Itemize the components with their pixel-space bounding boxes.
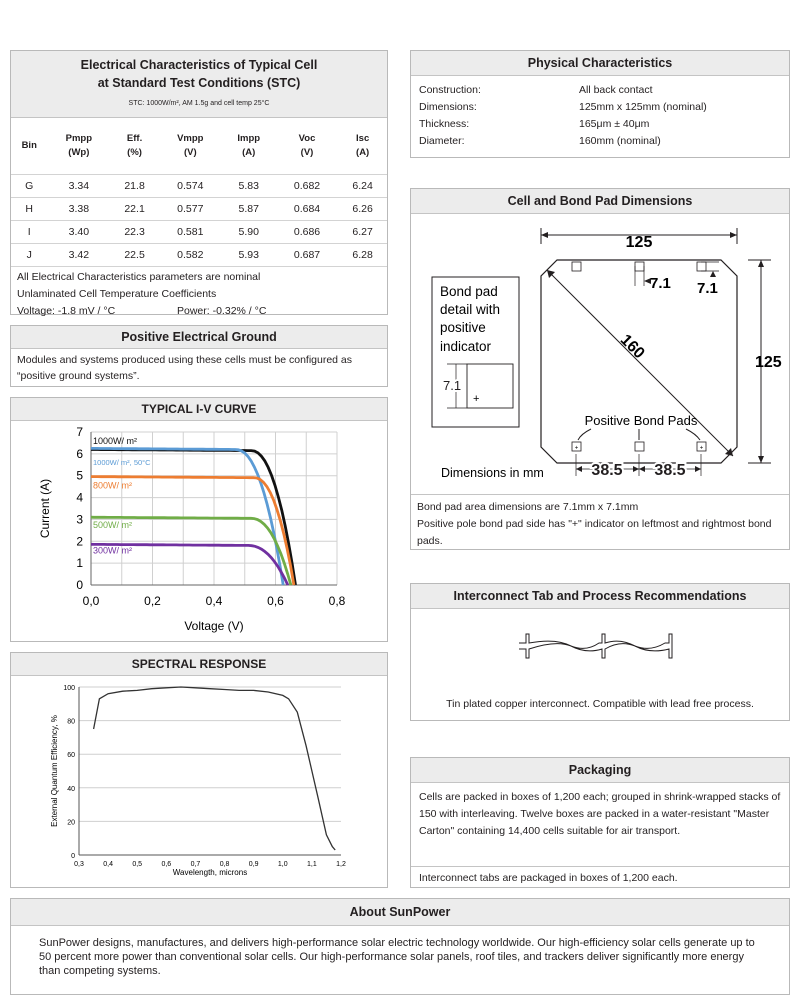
arrow-to-right-pad	[686, 429, 700, 440]
bondpad-note2: Positive pole bond pad side has "+" indicator on leftmost and rightmost bond pads.	[417, 518, 772, 547]
stc-header-unit: (A)	[356, 146, 370, 158]
physical-label: Thickness:	[419, 118, 470, 130]
stc-header-unit: (A)	[242, 146, 256, 158]
stc-subtitle: STC: 1000W/m², AM 1.5g and cell temp 25°C	[128, 100, 270, 107]
table-cell: 3.40	[47, 220, 110, 243]
stc-coef-row	[17, 303, 381, 320]
iv-x-label: Voltage (V)	[184, 619, 244, 633]
sr-y-tick: 20	[67, 819, 75, 827]
voltage-coefficient: Voltage: -1.8 mV / °C	[17, 304, 116, 317]
table-cell: 6.27	[338, 220, 387, 243]
table-cell: 0.684	[276, 197, 339, 220]
dim-right-label: 125	[755, 354, 782, 371]
dim-bottom1-label: 38.5	[591, 462, 623, 479]
dim-diagonal-label: 160	[616, 331, 648, 363]
stc-header-name: Voc	[298, 132, 316, 144]
stc-header-unit: (Wp)	[68, 146, 90, 158]
iv-series-label: 1000W/ m²	[93, 436, 138, 447]
table-cell: H	[11, 197, 47, 220]
sr-y-tick: 0	[71, 853, 75, 860]
spectral-panel	[10, 652, 388, 888]
sr-x-tick: 1,0	[277, 861, 288, 868]
iv-x-tick: 0,0	[82, 594, 100, 608]
table-cell: 0.581	[159, 220, 222, 243]
table-cell: J	[11, 243, 47, 266]
physical-row	[419, 116, 781, 133]
iv-x-tick: 0,2	[144, 594, 161, 608]
stc-header-cell	[338, 118, 387, 174]
stc-panel	[10, 50, 388, 315]
sr-x-tick: 0,6	[161, 861, 172, 868]
table-cell: 3.38	[47, 197, 110, 220]
stc-header-cell	[11, 118, 47, 174]
table-cell: 0.686	[276, 220, 339, 243]
detail-plus: +	[473, 393, 480, 405]
stc-header-cell	[222, 118, 276, 174]
table-cell: G	[11, 174, 47, 197]
ground-title: Positive Electrical Ground	[11, 326, 387, 349]
physical-row	[419, 133, 781, 150]
stc-header-cell	[159, 118, 222, 174]
table-cell: 3.42	[47, 243, 110, 266]
table-cell: 22.1	[110, 197, 159, 220]
interconnect-title: Interconnect Tab and Process Recommendations	[411, 584, 789, 609]
iv-x-tick: 0,6	[267, 594, 284, 608]
bond-pad-bottom-center	[635, 442, 644, 451]
sr-y-tick: 100	[63, 685, 75, 692]
table-cell: 5.87	[222, 197, 276, 220]
dim-small2-label: 7.1	[697, 280, 718, 297]
sr-x-tick: 0,8	[219, 861, 230, 868]
physical-title: Physical Characteristics	[411, 51, 789, 76]
physical-value: All back contact	[579, 84, 653, 96]
sr-y-tick: 60	[67, 752, 75, 760]
positive-pads-label: Positive Bond Pads	[584, 413, 698, 428]
about-text: SunPower designs, manufactures, and delivers high-performance solar electric technology worldwide. Our high-efficiency solar cells generate up to 50 percent more power than conventional solar cells. Our high-performance solar panels, roof tiles, and trackers deliver significantly more energy than competing systems.	[39, 937, 755, 977]
detail-dim-label: 7.1	[443, 378, 462, 393]
stc-header-cell	[276, 118, 339, 174]
dim-small1-label: 7.1	[650, 275, 671, 292]
physical-label: Dimensions:	[419, 101, 477, 113]
physical-row	[419, 82, 781, 99]
bondpad-notes	[411, 494, 789, 554]
table-cell: 6.26	[338, 197, 387, 220]
iv-y-tick: 7	[76, 425, 83, 439]
sr-x-tick: 0,4	[103, 861, 113, 868]
stc-header-cell	[110, 118, 159, 174]
spectral-chart	[11, 677, 387, 886]
sr-y-label: External Quantum Efficiency, %	[50, 715, 59, 827]
table-cell: 0.574	[159, 174, 222, 197]
stc-header-name: Eff.	[126, 132, 143, 144]
stc-header-row	[11, 118, 387, 174]
bondpad-title: Cell and Bond Pad Dimensions	[411, 189, 789, 214]
iv-series-label: 300W/ m²	[93, 545, 133, 556]
table-cell: 3.34	[47, 174, 110, 197]
iv-series-label: 500W/ m²	[93, 520, 133, 531]
iv-chart	[11, 422, 387, 640]
physical-value: 160mm (nominal)	[579, 135, 661, 147]
table-cell: 6.28	[338, 243, 387, 266]
iv-series-label: 800W/ m²	[93, 480, 133, 491]
detail-title-line1: Bond pad	[440, 284, 498, 299]
table-row	[11, 197, 387, 220]
stc-title-line1: Electrical Characteristics of Typical Cell	[80, 58, 318, 72]
table-cell: 0.682	[276, 174, 339, 197]
stc-title-line2: at Standard Test Conditions (STC)	[97, 76, 301, 90]
stc-header-name: Bin	[21, 139, 37, 151]
stc-header-unit: (%)	[127, 146, 142, 158]
stc-title	[11, 51, 387, 118]
packaging-title: Packaging	[411, 758, 789, 783]
physical-label: Diameter:	[419, 135, 465, 147]
iv-y-tick: 6	[76, 446, 83, 461]
iv-series-label: 1000W/ m², 50°C	[93, 457, 151, 467]
detail-title-line3: positive	[440, 320, 486, 335]
bondpad-diagram	[411, 214, 789, 494]
ground-panel	[10, 325, 388, 387]
iv-y-tick: 3	[76, 512, 83, 527]
table-cell: 22.3	[110, 220, 159, 243]
sr-series-line	[94, 687, 336, 850]
iv-title: TYPICAL I-V CURVE	[11, 398, 387, 421]
sr-x-tick: 0,9	[248, 861, 259, 868]
dim-top-label: 125	[625, 234, 653, 251]
stc-header-name: Pmpp	[65, 132, 93, 144]
stc-header-unit: (V)	[300, 146, 314, 158]
table-cell: 21.8	[110, 174, 159, 197]
stc-header-name: Isc	[356, 132, 370, 144]
sr-x-tick: 1,2	[336, 861, 346, 868]
about-title: About SunPower	[11, 899, 789, 926]
bondpad-panel	[410, 188, 790, 550]
interconnect-tab-drawing	[411, 616, 789, 676]
spectral-title: SPECTRAL RESPONSE	[11, 653, 387, 676]
table-cell: 0.687	[276, 243, 339, 266]
units-label: Dimensions in mm	[441, 466, 544, 480]
table-row	[11, 174, 387, 197]
table-cell: 5.83	[222, 174, 276, 197]
table-cell: 0.577	[159, 197, 222, 220]
iv-y-label: Current (A)	[38, 478, 52, 539]
table-cell: I	[11, 220, 47, 243]
pad-plus-right: +	[699, 445, 704, 452]
power-coefficient: Power: -0.32% / °C	[177, 304, 267, 317]
detail-title-line2: detail with	[440, 302, 501, 317]
sr-x-tick: 0,7	[190, 861, 201, 868]
stc-header-name: Impp	[237, 132, 261, 144]
physical-value: 125mm x 125mm (nominal)	[579, 101, 707, 113]
stc-table	[11, 118, 387, 267]
bond-pad-top-left	[572, 262, 581, 271]
table-cell: 22.5	[110, 243, 159, 266]
stc-header-name: Vmpp	[177, 132, 204, 144]
about-panel	[10, 898, 790, 995]
bond-pad-top-center	[635, 262, 644, 271]
packaging-text1: Cells are packed in boxes of 1,200 each; grouped in shrink-wrapped stacks of 150 with interleaving. Twelve boxes are packed in a water-resistant "Master Carton" containing 14,400 cells suitable for air transport.	[419, 791, 781, 837]
sr-y-tick: 40	[67, 785, 75, 793]
arrow-to-left-pad	[578, 429, 591, 440]
interconnect-caption: Tin plated copper interconnect. Compatible with lead free process.	[446, 698, 754, 710]
iv-y-tick: 0	[76, 578, 83, 592]
stc-header-unit: (V)	[183, 146, 197, 158]
physical-row	[419, 99, 781, 116]
iv-y-tick: 4	[76, 490, 83, 505]
sr-x-label: Wavelength, microns	[172, 868, 248, 877]
ground-text: Modules and systems produced using these cells must be configured as “positive ground systems”.	[17, 354, 353, 382]
sr-x-tick: 0,5	[132, 861, 143, 868]
iv-x-tick: 0,8	[328, 594, 346, 608]
stc-header-cell	[47, 118, 110, 174]
stc-note-coefficients: Unlaminated Cell Temperature Coefficients	[17, 287, 217, 300]
interconnect-panel	[410, 583, 790, 721]
detail-title-line4: indicator	[440, 339, 492, 354]
stc-notes	[11, 267, 387, 322]
table-cell: 5.90	[222, 220, 276, 243]
iv-panel	[10, 397, 388, 642]
table-cell: 5.93	[222, 243, 276, 266]
bond-pad-top-right	[697, 262, 706, 271]
table-cell: 6.24	[338, 174, 387, 197]
packaging-text2: Interconnect tabs are packaged in boxes of 1,200 each.	[411, 866, 789, 889]
dim-diagonal-line	[547, 270, 733, 456]
table-row	[11, 220, 387, 243]
iv-y-tick: 1	[76, 556, 83, 571]
interconnect-tab-shape	[519, 634, 672, 658]
stc-note-nominal: All Electrical Characteristics parameters are nominal	[17, 270, 261, 283]
physical-list	[411, 76, 789, 156]
sr-x-tick: 1,1	[307, 861, 317, 868]
table-cell: 0.582	[159, 243, 222, 266]
bondpad-note1: Bond pad area dimensions are 7.1mm x 7.1mm	[417, 501, 639, 513]
iv-y-tick: 2	[76, 534, 83, 549]
packaging-panel	[410, 757, 790, 888]
physical-value: 165μm ± 40μm	[579, 118, 650, 130]
iv-y-tick: 5	[76, 468, 83, 483]
iv-x-tick: 0,4	[205, 594, 223, 608]
table-row	[11, 243, 387, 266]
pad-plus-left: +	[574, 445, 579, 452]
dim-bottom2-label: 38.5	[654, 462, 686, 479]
physical-panel	[410, 50, 790, 158]
dim-small2-arrow	[710, 271, 716, 277]
sr-y-tick: 80	[67, 718, 75, 726]
physical-label: Construction:	[419, 84, 481, 96]
sr-x-tick: 0,3	[74, 861, 84, 868]
